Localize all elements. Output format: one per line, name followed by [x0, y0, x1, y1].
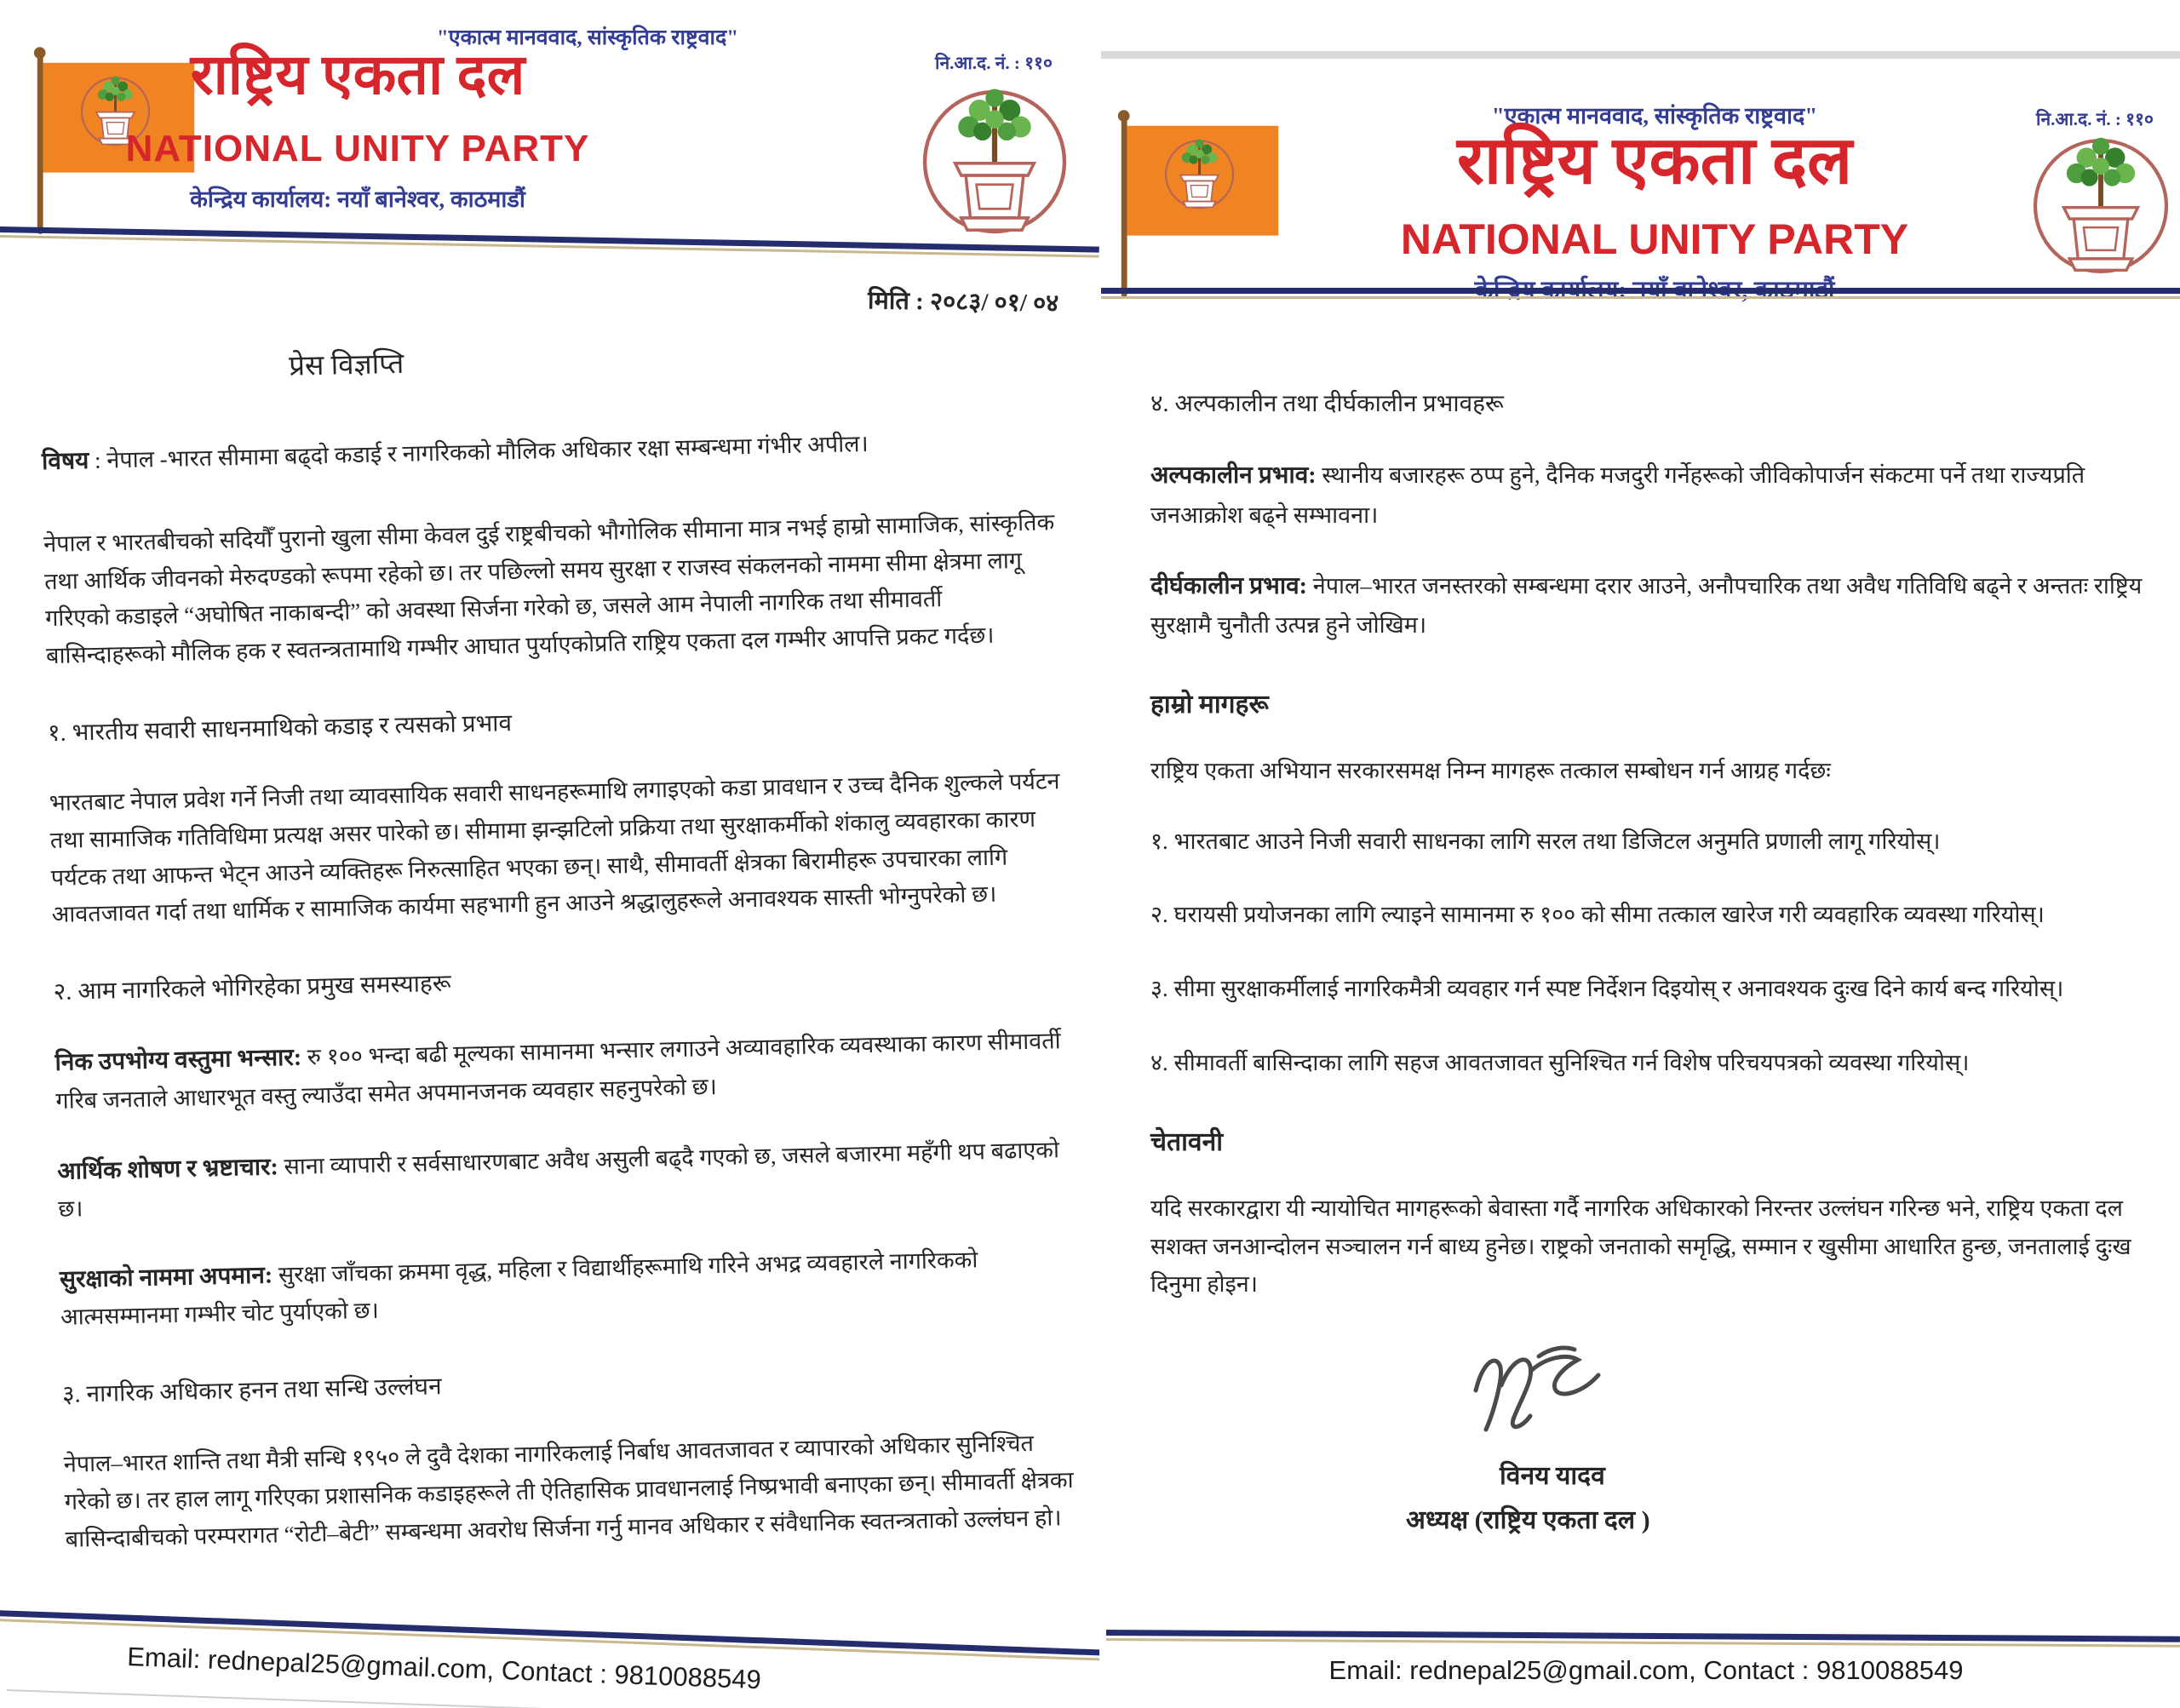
party-name-english: NATIONAL UNITY PARTY [125, 128, 590, 169]
problem-insult-label: सुरक्षाको नाममा अपमान: [59, 1262, 273, 1293]
demands-intro: राष्ट्रिय एकता अभियान सरकारसमक्ष निम्न मागहरू तत्काल सम्बोधन गर्न आग्रह गर्दछः [1150, 757, 1831, 783]
subject-label: विषय [41, 448, 89, 476]
party-address: केन्द्रिय कार्यालय: नयाँ बानेश्वर, काठमाडौं [190, 186, 525, 212]
scan-edge [1101, 51, 2180, 59]
problem-customs-text: रु १०० भन्दा बढी मूल्यका सामानमा भन्सार लगाउने अव्यावहारिक व्यवस्थाका कारण सीमावर्ती गरिब जनताले आधारभूत वस्तु ल्याउँदा समेत अपमानजनक व्यवहार सहनुपरेको छ। [55, 1028, 1061, 1114]
party-name-nepali: राष्ट्रिय एकता दल [1456, 123, 1853, 198]
page2-body [1150, 385, 2145, 1542]
problem-extortion [57, 1130, 1072, 1228]
effect-long-term [1150, 567, 2145, 645]
signature-scribble [1457, 1341, 1653, 1452]
effect-short-term [1150, 456, 2145, 534]
demands-heading: हाम्रो मागहरू [1150, 691, 1269, 719]
problem-extortion-label: आर्थिक शोषण र भ्रष्टाचार: [56, 1153, 279, 1185]
header-divider [1101, 288, 2180, 299]
demand-item-1: १. भारतबाट आउने निजी सवारी साधनका लागि सरल तथा डिजिटल अनुमति प्रणाली लागू गरियोस्। [1150, 828, 1941, 854]
party-emblem-icon [916, 78, 1073, 245]
effect-short-term-text: स्थानीय बजारहरू ठप्प हुने, दैनिक मजदुरी गर्नेहरूको जीविकोपार्जन संकटमा पर्ने तथा राज्यप्रति जनआक्रोश बढ्ने सम्भावना। [1150, 462, 2085, 528]
party-tagline: "एकात्म मानववाद, सांस्कृतिक राष्ट्रवाद" [436, 26, 739, 49]
party-tagline: "एकात्म मानववाद, सांस्कृतिक राष्ट्रवाद" [1491, 103, 1818, 129]
problem-extortion-text: साना व्यापारी र सर्वसाधारणबाट अवैध असुली बढ्दै गएको छ, जसले बजारमा महँगी थप बढाएको छ। [57, 1136, 1060, 1222]
demand-item-3: ३. सीमा सुरक्षाकर्मीलाई नागरिकमैत्री व्यवहार गर्न स्पष्ट निर्देशन दिइयोस् र अनावश्यक दुःख दिने कार्य बन्द गरियोस्। [1150, 976, 2064, 1002]
warning-heading: चेतावनी [1150, 1127, 1224, 1156]
problem-insult-text: सुरक्षा जाँचका क्रममा वृद्ध, महिला र विद्यार्थीहरूमाथि गरिने अभद्र व्यवहारले नागरिकको आत्मसम्मानमा गम्भीर चोट पुर्याएको छ। [60, 1246, 978, 1330]
date-line: मिति : २०८३/ ०१/ ०४ [867, 287, 1059, 318]
subject-line [42, 421, 1056, 482]
registration-number: नि.आ.द. नं. : ११० [935, 53, 1053, 73]
party-emblem-icon [2028, 128, 2174, 284]
section-1-paragraph: भारतबाट नेपाल प्रवेश गर्ने निजी तथा व्यावसायिक सवारी साधनहरूमाथि लगाइएको कडा प्रावधान र उच्च दैनिक शुल्कले पर्यटन तथा सामाजिक गतिविधिमा प्रत्यक्ष असर पारेको छ। सीमामा झन्झटिलो प्रक्रिया तथा सुरक्षाकर्मीको शंकालु व्यवहारका कारण पर्यटक तथा आफन्त भेट्न आउने व्यक्तिहरू निरुत्साहित भएका छन्। साथै, सीमावर्ती क्षेत्रका बिरामीहरू उपचारका लागि आवतजावत गर्दा तथा धार्मिक र सामाजिक कार्यमा सहभागी हुन आउने श्रद्धालुहरूले अनावश्यक सास्ती भोग्नुपरेको छ। [49, 768, 1060, 928]
section-1-heading: १. भारतीय सवारी साधनमाथिको कडाइ र त्यसको प्रभाव [47, 709, 513, 747]
warning-paragraph: यदि सरकारद्वारा यी न्यायोचित मागहरूको बेवास्ता गर्दै नागरिक अधिकारको निरन्तर उल्लंघन गरिन्छ भने, राष्ट्रिय एकता दल सशक्त जनआन्दोलन सञ्चालन गर्न बाध्य हुनेछ। राष्ट्रको जनताको समृद्धि, सम्मान र खुसीमा आधारित हुन्छ, जनतालाई दुःख दिनुमा होइन। [1150, 1195, 2131, 1298]
scan-edge [7, 1689, 1099, 1708]
footer-divider [1106, 1630, 2180, 1648]
section-2-heading: २. आम नागरिकले भोगिरहेका प्रमुख समस्याहरू [53, 970, 451, 1006]
press-release-page-2 [1101, 0, 2180, 1708]
demand-item-4: ४. सीमावर्ती बासिन्दाका लागि सहज आवतजावत सुनिश्चित गर्न विशेष परिचयपत्रको व्यवस्था गरियोस्। [1150, 1050, 1970, 1076]
footer-contact: Email: rednepal25@gmail.com, Contact : 9810088549 [126, 1642, 762, 1695]
section-4-heading: ४. अल्पकालीन तथा दीर्घकालीन प्रभावहरू [1150, 391, 1504, 417]
footer-contact: Email: rednepal25@gmail.com, Contact : 9810088549 [1328, 1655, 1964, 1685]
problem-insult [60, 1239, 1075, 1337]
effect-short-term-label: अल्पकालीन प्रभाव: [1150, 462, 1317, 490]
document-title: प्रेस विज्ञप्ति [288, 348, 404, 382]
subject-text: : नेपाल -भारत सीमामा बढ्दो कडाई र नागरिकको मौलिक अधिकार रक्षा सम्बन्धमा गंभीर अपील। [89, 431, 869, 474]
signature-block [1150, 1341, 2145, 1542]
signer-name: विनय यादव [1500, 1462, 1605, 1491]
section-3-heading: ३. नागरिक अधिकार हनन तथा सन्धि उल्लंघन [61, 1373, 442, 1408]
section-3-paragraph: नेपाल–भारत शान्ति तथा मैत्री सन्धि १९५० ले दुवै देशका नागरिकलाई निर्बाध आवतजावत र व्यापारको अधिकार सुनिश्चित गरेको छ। तर हाल लागू गरिएका प्रशासनिक कडाइहरूले ती ऐतिहासिक प्रावधानलाई निष्प्रभावी बनाएका छन्। सीमावर्ती क्षेत्रका बासिन्दाबीचको परम्परागत “रोटी–बेटी” सम्बन्धमा अवरोध सिर्जना गर्नु मानव अधिकार र संवैधानिक स्वतन्त्रताको उल्लंघन हो। [63, 1430, 1074, 1552]
effect-long-term-text: नेपाल–भारत जनस्तरको सम्बन्धमा दरार आउने, अनौपचारिक तथा अवैध गतिविधि बढ्ने र अन्ततः राष्ट्रिय सुरक्षामै चुनौती उत्पन्न हुने जोखिम। [1150, 572, 2143, 639]
intro-paragraph: नेपाल र भारतबीचको सदियौँ पुरानो खुला सीमा केवल दुई राष्ट्रबीचको भौगोलिक सीमाना मात्र नभई हाम्रो सामाजिक, सांस्कृतिक तथा आर्थिक जीवनको मेरुदण्डको रूपमा रहेको छ। तर पछिल्लो समय सुरक्षा र राजस्व संकलनको नाममा सीमा क्षेत्रमा लागू गरिएको कडाइले “अघोषित नाकाबन्दी” को अवस्था सिर्जना गरेको छ, जसले आम नेपाली नागरिक तथा सीमावर्ती बासिन्दाहरूको मौलिक हक र स्वतन्त्रतामाथि गम्भीर आघात पुर्याएकोप्रति राष्ट्रिय एकता दल गम्भीर आपत्ति प्रकट गर्दछ। [43, 509, 1055, 669]
signer-title: अध्यक्ष (राष्ट्रिय एकता दल ) [1406, 1505, 1650, 1534]
problem-customs [54, 1022, 1070, 1120]
party-flag-icon [1113, 106, 1288, 306]
effect-long-term-label: दीर्घकालीन प्रभाव: [1150, 572, 1307, 599]
party-address: केन्द्रिय कार्यालय: नयाँ बानेश्वर, काठमाडौं [1474, 277, 1835, 304]
party-name-english: NATIONAL UNITY PARTY [1400, 215, 1909, 263]
problem-customs-label: निक उपभोग्य वस्तुमा भन्सार: [54, 1045, 302, 1077]
party-name-nepali: राष्ट्रिय एकता दल [190, 44, 525, 106]
page1-body [39, 328, 1080, 1591]
demand-item-2: २. घरायसी प्रयोजनका लागि ल्याइने सामानमा रु १०० को सीमा तत्काल खारेज गरी व्यवहारिक व्यवस्था गरियोस्। [1150, 902, 2045, 928]
registration-number: नि.आ.द. नं. : ११० [2036, 109, 2154, 129]
